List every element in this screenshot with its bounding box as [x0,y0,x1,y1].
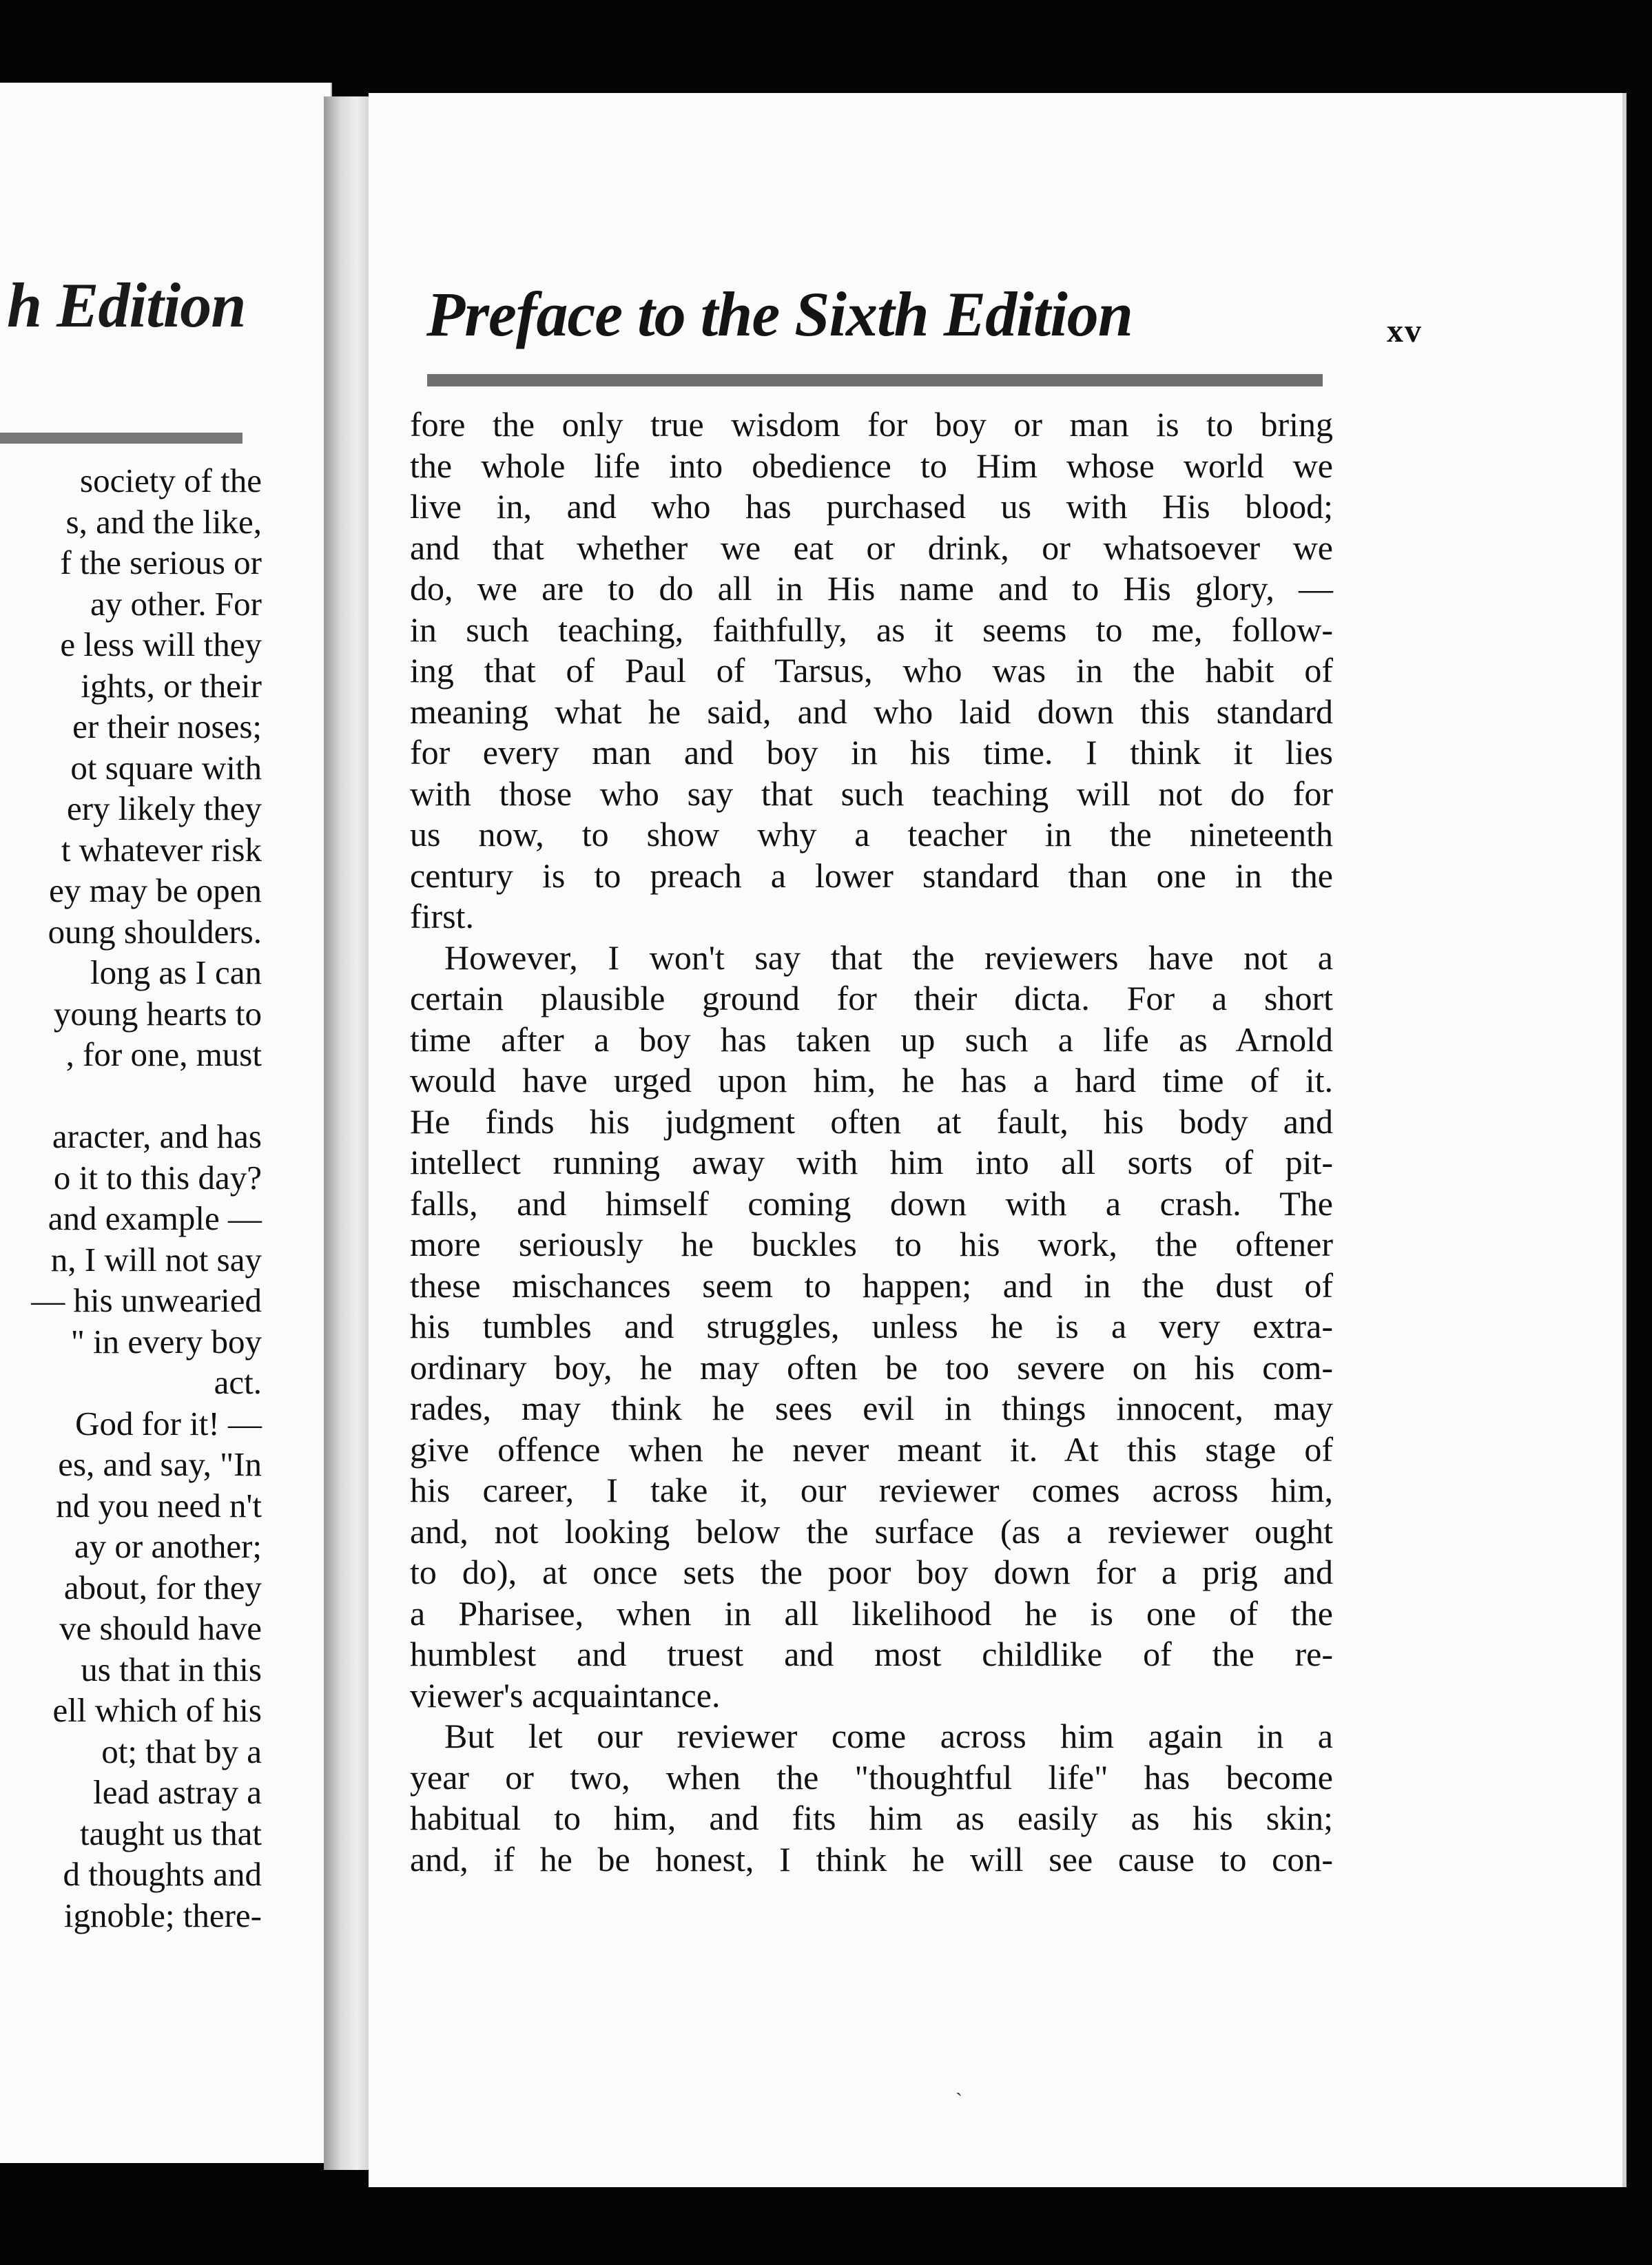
right-header-rule [427,374,1323,386]
left-text-line: ell which of his [52,1691,262,1729]
left-text-line: ay or another; [74,1527,262,1565]
left-text-line: f the serious or [60,544,262,581]
left-text-line: long as I can [90,953,262,991]
left-text-line: about, for they [63,1568,262,1606]
body-text-line: these mischances seem to happen; and in the dust of [410,1265,1333,1305]
left-text-line: ay other. For [90,584,262,623]
body-text-line: ing that of Paul of Tarsus, who was in the habit of [410,651,1333,690]
right-page-text [410,404,1333,1880]
body-text-line: his career, I take it, our reviewer comes across him, [410,1471,1333,1509]
left-text-line: o it to this day? [53,1158,262,1197]
body-text-line: for every man and boy in his time. I think it lies [410,733,1333,772]
left-text-line: lead astray a [93,1773,262,1811]
left-text-line: t whatever risk [61,830,262,869]
body-text-line: rades, may think he sees evil in things innocent, may [410,1389,1333,1427]
body-text-line: would have urged upon him, he has a hard time of it. [410,1061,1333,1099]
body-text-line: his tumbles and struggles, unless he is a very extra- [410,1307,1333,1345]
ink-speck: ˎ [956,2073,962,2096]
left-text-line: young hearts to [53,994,262,1033]
left-page-text [0,460,262,1936]
left-text-line: e less will they [60,625,262,663]
left-text-line: taught us that [79,1814,262,1852]
left-page [0,83,332,2163]
left-header-rule [0,433,242,444]
left-text-line: ey may be open [49,871,262,909]
left-text-line: act. [214,1363,262,1401]
body-text-line: ordinary boy, he may often be too severe on his com- [410,1347,1333,1387]
body-text-line: first. [410,897,475,935]
left-text-line: ot; that by a [101,1732,262,1770]
body-text-line: fore the only true wisdom for boy or man is to bring [410,405,1333,444]
body-text-line: But let our reviewer come across him again in a [444,1717,1333,1755]
body-text-line: time after a boy has taken up such a life as Arnold [410,1020,1333,1059]
body-text-line: However, I won't say that the reviewers have not a [444,938,1333,977]
right-running-head: Preface to the Sixth Edition [426,279,1133,349]
left-text-line: nd you need n't [56,1486,262,1524]
left-running-head: h Edition [7,270,246,340]
left-text-line: society of the [80,462,262,499]
body-text-line: the whole life into obedience to Him whose world we [410,446,1333,485]
left-text-line: aracter, and has [52,1117,262,1155]
body-text-line: in such teaching, faithfully, as it seems to me, follow- [410,610,1333,649]
left-text-line: ve should have [59,1609,262,1647]
left-text-line: — his unwearied [31,1281,262,1319]
body-text-line: live in, and who has purchased us with His blood; [410,487,1333,526]
body-text-line: He finds his judgment often at fault, his body and [410,1102,1333,1141]
left-text-line: us that in this [81,1650,262,1688]
body-text-line: give offence when he never meant it. At this stage of [410,1429,1333,1469]
body-text-line: us now, to show why a teacher in the nineteenth [410,815,1333,854]
body-text-line: a Pharisee, when in all likelihood he is one of the [410,1593,1333,1633]
body-text-line: viewer's acquaintance. [410,1675,721,1715]
left-text-line: " in every boy [70,1322,262,1361]
left-text-line: n, I will not say [50,1240,262,1279]
left-text-line: es, and say, "In [58,1445,262,1483]
body-text-line: habitual to him, and fits him as easily as his skin; [410,1799,1333,1837]
left-text-line: oung shoulders. [48,912,262,951]
body-text-line: intellect running away with him into all sorts of pit- [410,1143,1333,1181]
body-text-line: and, if he be honest, I think he will see cause to con- [410,1839,1333,1879]
page-number: xv [1387,313,1423,349]
body-text-line: humblest and truest and most childlike of the re- [410,1635,1333,1673]
left-text-line: and example — [48,1199,262,1237]
left-text-line: , for one, must [65,1035,262,1073]
left-text-line: s, and the like, [65,502,262,541]
body-text-line: to do), at once sets the poor boy down for a prig and [410,1553,1333,1591]
body-text-line: century is to preach a lower standard than one in the [410,856,1333,895]
right-page [369,93,1627,2187]
left-text-line: ignoble; there- [63,1896,262,1934]
left-text-line: God for it! — [75,1404,262,1442]
body-text-line: falls, and himself coming down with a crash. The [410,1183,1333,1223]
left-text-line: ery likely they [66,789,262,827]
left-text-line [0,1075,262,1117]
body-text-line: and, not looking below the surface (as a reviewer ought [410,1511,1333,1551]
body-text-line: year or two, when the "thoughtful life" has become [410,1757,1333,1797]
left-text-line: ights, or their [81,666,262,705]
left-text-line: ot square with [70,748,262,787]
body-text-line: and that whether we eat or drink, or whatsoever we [410,528,1333,567]
body-text-line: do, we are to do all in His name and to His glory, — [410,569,1333,608]
body-text-line: meaning what he said, and who laid down this standard [410,692,1333,731]
body-text-line: with those who say that such teaching will not do for [410,774,1333,813]
left-text-line: d thoughts and [63,1855,262,1893]
left-text-line: er their noses; [72,707,262,745]
body-text-line: more seriously he buckles to his work, the oftener [410,1225,1333,1263]
body-text-line: certain plausible ground for their dicta. For a short [410,979,1333,1017]
